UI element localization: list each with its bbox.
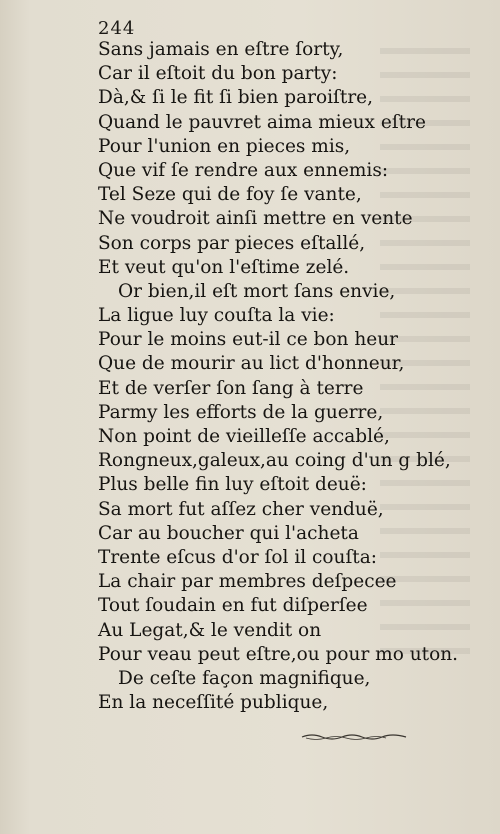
printer-ornament (300, 732, 410, 742)
verse-text (98, 38, 459, 715)
verse-line: Pour veau peut eſtre,ou pour mo uton. (98, 643, 459, 665)
verse-line: Tel Seze qui de foy ſe vante, (98, 184, 362, 206)
verse-line: Rongneux,galeux,au coing d'un g blé, (98, 450, 451, 472)
verse-line: Son corps par pieces eſtallé, (98, 232, 366, 254)
verse-line: Et de verſer ſon ſang à terre (98, 377, 364, 399)
verse-line: En la neceſſité publique, (98, 692, 329, 714)
verse-line: Dà,& ſi le fit ſi bien paroiſtre, (98, 87, 374, 109)
verse-line: Parmy les efforts de la guerre, (98, 401, 384, 423)
verse-line: Que de mourir au lict d'honneur, (98, 353, 405, 375)
verse-line: Pour l'union en pieces mis, (98, 135, 351, 157)
verse-line: Ne voudroit ainſi mettre en vente (98, 208, 413, 230)
verse-line: Et veut qu'on l'eſtime zelé. (98, 256, 350, 278)
verse-line: Quand le pauvret aima mieux eſtre (98, 111, 426, 133)
verse-line: Pour le moins eut-il ce bon heur (98, 329, 398, 351)
verse-line: Au Legat,& le vendit on (98, 619, 322, 641)
verse-line: La ligue luy couſta la vie: (98, 305, 335, 327)
verse-line: Sa mort fut aſſez cher venduë, (98, 498, 384, 520)
verse-line: Non point de vieilleſſe accablé, (98, 426, 390, 447)
verse-line: La chair par membres deſpecee (98, 571, 397, 593)
verse-line: Or bien,il eſt mort ſans envie, (118, 280, 396, 302)
verse-line: Sans jamais en eſtre ſorty, (98, 39, 344, 60)
verse-line: De ceſte façon magnifique, (118, 667, 371, 689)
verse-line: Plus belle fin luy eſtoit deuë: (98, 474, 367, 496)
verse-line: Tout ſoudain en fut diſperſee (98, 595, 368, 617)
verse-line: Que vif ſe rendre aux ennemis: (98, 159, 389, 181)
page-number: 244 (98, 18, 136, 39)
verse-line: Trente eſcus d'or ſol il couſta: (98, 546, 377, 568)
verse-line: Car au boucher qui l'acheta (98, 522, 359, 544)
verse-line: Car il eſtoit du bon party: (98, 63, 338, 85)
